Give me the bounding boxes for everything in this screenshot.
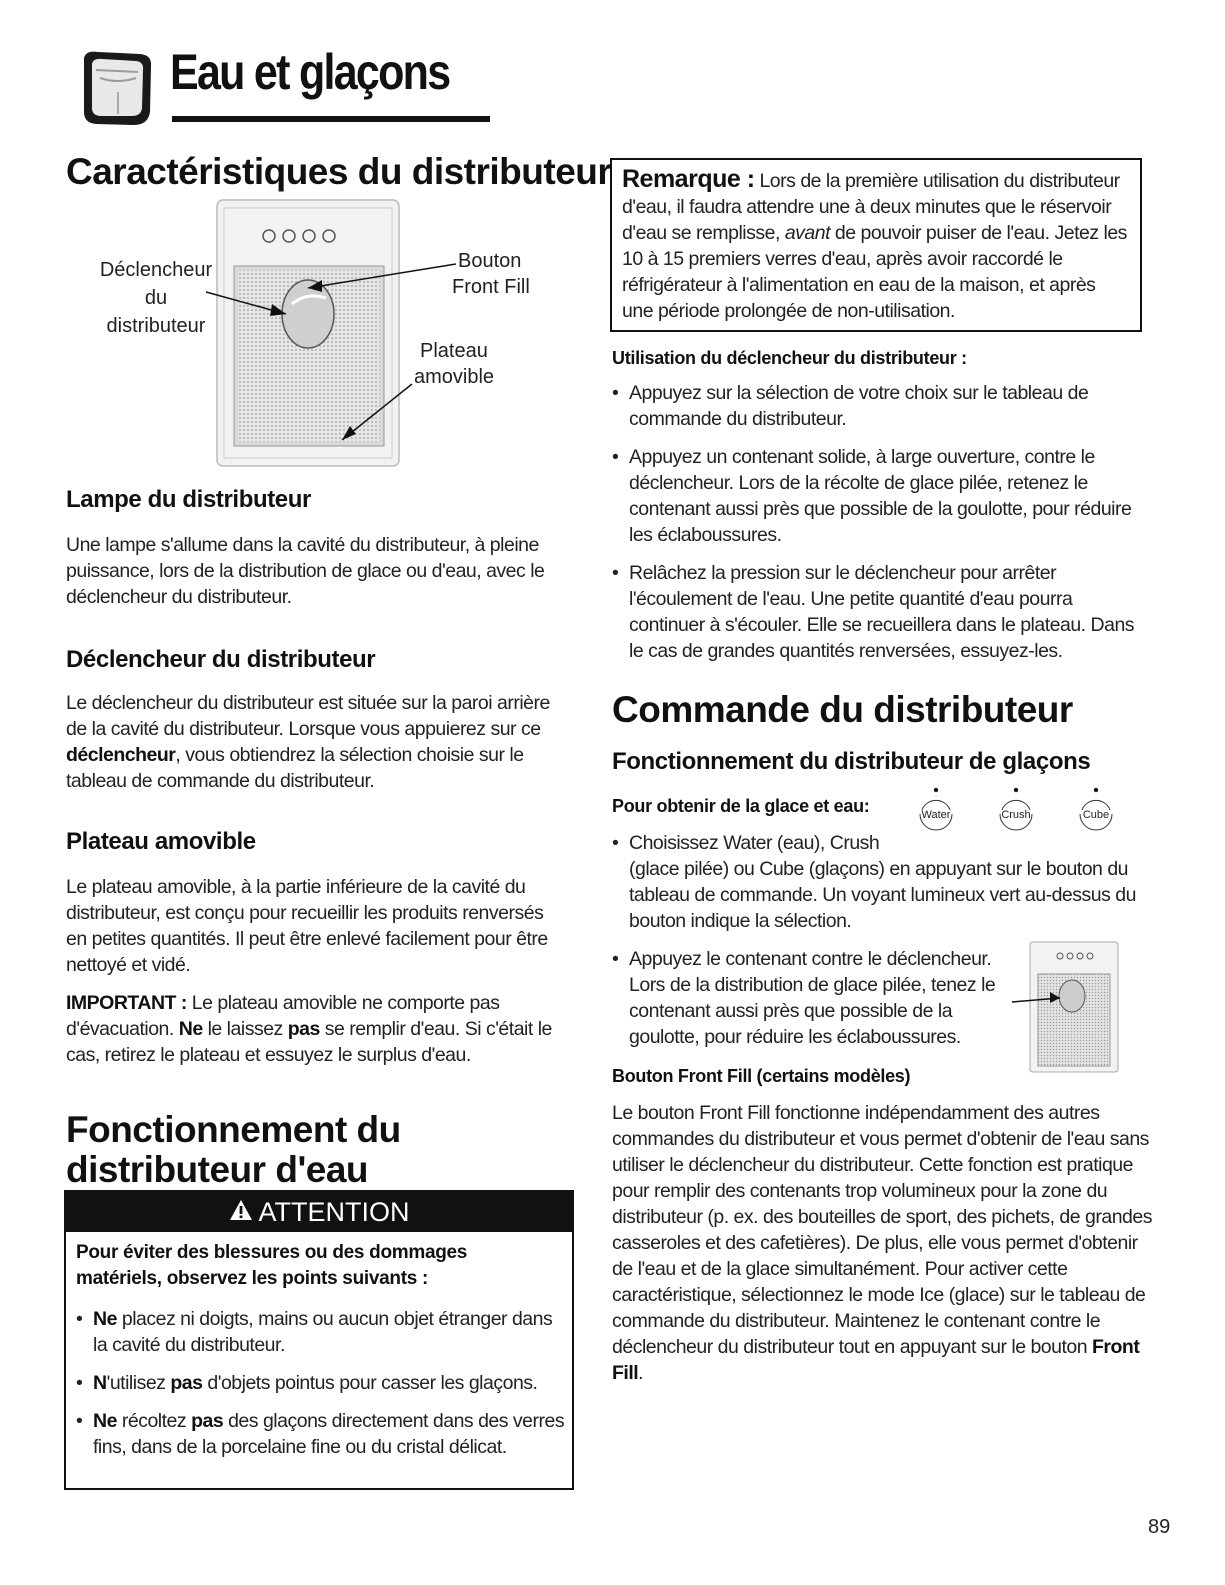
tray-title: Plateau amovible [66, 828, 256, 855]
tray-text: Le plateau amovible, à la partie inférieure de la cavité du distributeur, est conçu pour recueillir les produits renversés en petites quantités. Il peut être enlevé facilement pour être nettoyé et vidé. [66, 876, 548, 976]
list-item: • Ne placez ni doigts, mains ou aucun objet étranger dans la cavité du distributeur. [76, 1306, 566, 1358]
control-buttons [910, 786, 1130, 836]
note-box [610, 158, 1142, 332]
water-button[interactable]: Water [916, 796, 956, 836]
label-trigger-1: Déclencheur [99, 259, 213, 281]
label-tray-1: Plateau [420, 340, 488, 362]
obtain-title: Pour obtenir de la glace et eau: [612, 796, 870, 816]
frontfill-text: Le bouton Front Fill fonctionne indépendamment des autres commandes du distributeur et vous permet d'obtenir de l'eau sans utiliser le déclencheur du distributeur. Cette fonction est pratique pour remplir des contenants trop volumineux pour la zone du distributeur (p. ex. des bouteilles de sport, des pichets, de grandes casseroles et des cafetières). De plus, elle vous permet d'obtenir de l'eau et de la glace simultanément. Pour activer cette caractéristique, sélectionnez le mode Ice (glace) sur le tableau de commande du distributeur. Maintenez le contenant contre le déclencheur du distributeur tout en appuyant sur le bouton Front Fill. [612, 1102, 1152, 1384]
attention-box [64, 1190, 574, 1490]
features-title: Caractéristiques du distributeur [66, 151, 612, 192]
list-item: • Relâchez la pression sur le déclencheur pour arrêter l'écoulement de l'eau. Une petite quantité d'eau pourra continuer à s'écouler. Elle se recueillera dans le plateau. Dans le cas de grandes quantités renversées, essuyez-les. [612, 560, 1142, 664]
list-item: • N'utilisez pas d'objets pointus pour casser les glaçons. [76, 1370, 566, 1396]
list-item: • Appuyez sur la sélection de votre choix sur le tableau de commande du distributeur. [612, 380, 1142, 432]
obtain-list-2 [612, 946, 1010, 1062]
list-item: • Choisissez Water (eau), Crush (glace pilée) ou Cube (glaçons) en appuyant sur le bouton du tableau de commande. Un voyant lumineux vert au-dessus du bouton indique la sélection. [612, 830, 1142, 934]
trigger-title: Déclencheur du distributeur [66, 646, 376, 673]
important-text: IMPORTANT : Le plateau amovible ne comporte pas d'évacuation. Ne le laissez pas se remplir d'eau. Si c'était le cas, retirez le plateau et essuyez le surplus d'eau. [66, 992, 552, 1066]
crush-button[interactable]: Crush [996, 796, 1036, 836]
label-trigger-3: distributeur [106, 315, 206, 337]
cube-button[interactable]: Cube [1076, 796, 1116, 836]
obtain-list-1 [612, 830, 1142, 946]
usage-list [612, 380, 1142, 676]
trigger-text: Le déclencheur du distributeur est située sur la paroi arrière de la cavité du distributeur. Lorsque vous appuierez sur ce déclencheur, vous obtiendrez la sélection choisie sur le tableau de commande du distributeur. [66, 692, 550, 792]
title-underline [172, 116, 490, 122]
dispenser-thumbnail [1010, 940, 1122, 1074]
page-title: Eau et glaçons [170, 44, 450, 100]
page-number: 89 [1148, 1516, 1171, 1538]
label-trigger-2: du [144, 287, 168, 309]
water-title: Fonctionnement du distributeur d'eau [66, 1109, 401, 1190]
list-item: • Ne récoltez pas des glaçons directement dans des verres fins, dans de la porcelaine fine ou du cristal délicat. [76, 1408, 566, 1460]
note-text: Remarque : Lors de la première utilisation du distributeur d'eau, il faudra attendre une à deux minutes que le réservoir d'eau se remplisse, avant de pouvoir puiser de l'eau. Jetez les 10 à 15 premiers verres d'eau, après avoir raccordé le réfrigérateur à l'alimentation en eau de la maison, et après une période prolongée de non-utilisation. [622, 165, 1127, 322]
dispenser-figure [86, 196, 546, 476]
warning-icon [229, 1197, 253, 1228]
ice-cube-icon [78, 48, 156, 130]
control-title: Commande du distributeur [612, 689, 1073, 730]
label-button-1: Bouton [458, 250, 522, 272]
attention-banner: ATTENTION [66, 1192, 572, 1232]
label-tray-2: amovible [414, 366, 495, 388]
lamp-text: Une lampe s'allume dans la cavité du distributeur, à pleine puissance, lors de la distribution de glace ou d'eau, avec le déclencheur du distributeur. [66, 534, 545, 608]
list-item: • Appuyez un contenant solide, à large ouverture, contre le déclencheur. Lors de la récolte de glace pilée, retenez le contenant aussi près que possible de la goulotte, pour réduire les éclaboussures. [612, 444, 1142, 548]
list-item: • Appuyez le contenant contre le déclencheur. Lors de la distribution de glace pilée, tenez le contenant aussi près que possible de la goulotte, pour réduire les éclaboussures. [612, 946, 1010, 1050]
ice-title: Fonctionnement du distributeur de glaçons [612, 748, 1091, 775]
lamp-title: Lampe du distributeur [66, 486, 311, 513]
attention-intro: Pour éviter des blessures ou des dommages matériels, observez les points suivants : [76, 1242, 468, 1289]
usage-title: Utilisation du déclencheur du distributeur : [612, 348, 967, 368]
attention-list [76, 1306, 566, 1460]
frontfill-title: Bouton Front Fill (certains modèles) [612, 1066, 911, 1086]
label-button-2: Front Fill [452, 276, 530, 298]
